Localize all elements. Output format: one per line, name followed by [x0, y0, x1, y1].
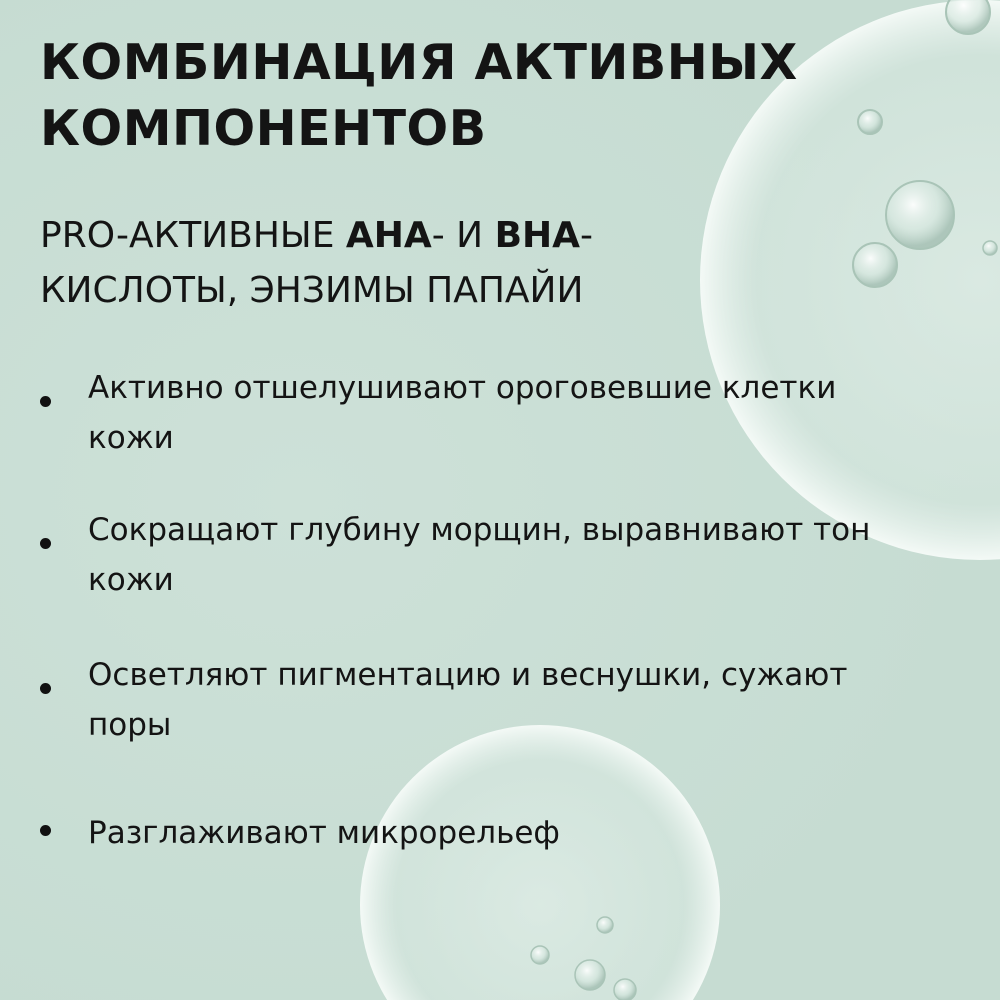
bullet-dot-icon — [40, 825, 51, 836]
benefit-text: Сокращают глубину морщин, выравнивают тон кожи — [88, 512, 871, 598]
page-title: КОМБИНАЦИЯ АКТИВНЫХ КОМПОНЕНТОВ — [40, 34, 798, 157]
bullet-dot-icon — [40, 683, 51, 694]
subtitle-mid: - И — [431, 215, 495, 256]
subtitle-prefix: PRO-АКТИВНЫЕ — [40, 215, 346, 256]
bullet-dot-icon — [40, 396, 51, 407]
benefit-text: Разглаживают микрорельеф — [88, 815, 560, 851]
benefit-text: Осветляют пигментацию и веснушки, сужают поры — [88, 657, 848, 743]
subtitle-suffix: - КИСЛОТЫ, ЭНЗИМЫ ПАПАЙИ — [40, 215, 593, 311]
bullet-dot-icon — [40, 538, 51, 549]
subtitle-aha: AHA — [345, 215, 432, 256]
subtitle-bha: BHA — [494, 215, 580, 256]
benefit-text: Активно отшелушивают ороговевшие клетки кожи — [88, 370, 837, 456]
